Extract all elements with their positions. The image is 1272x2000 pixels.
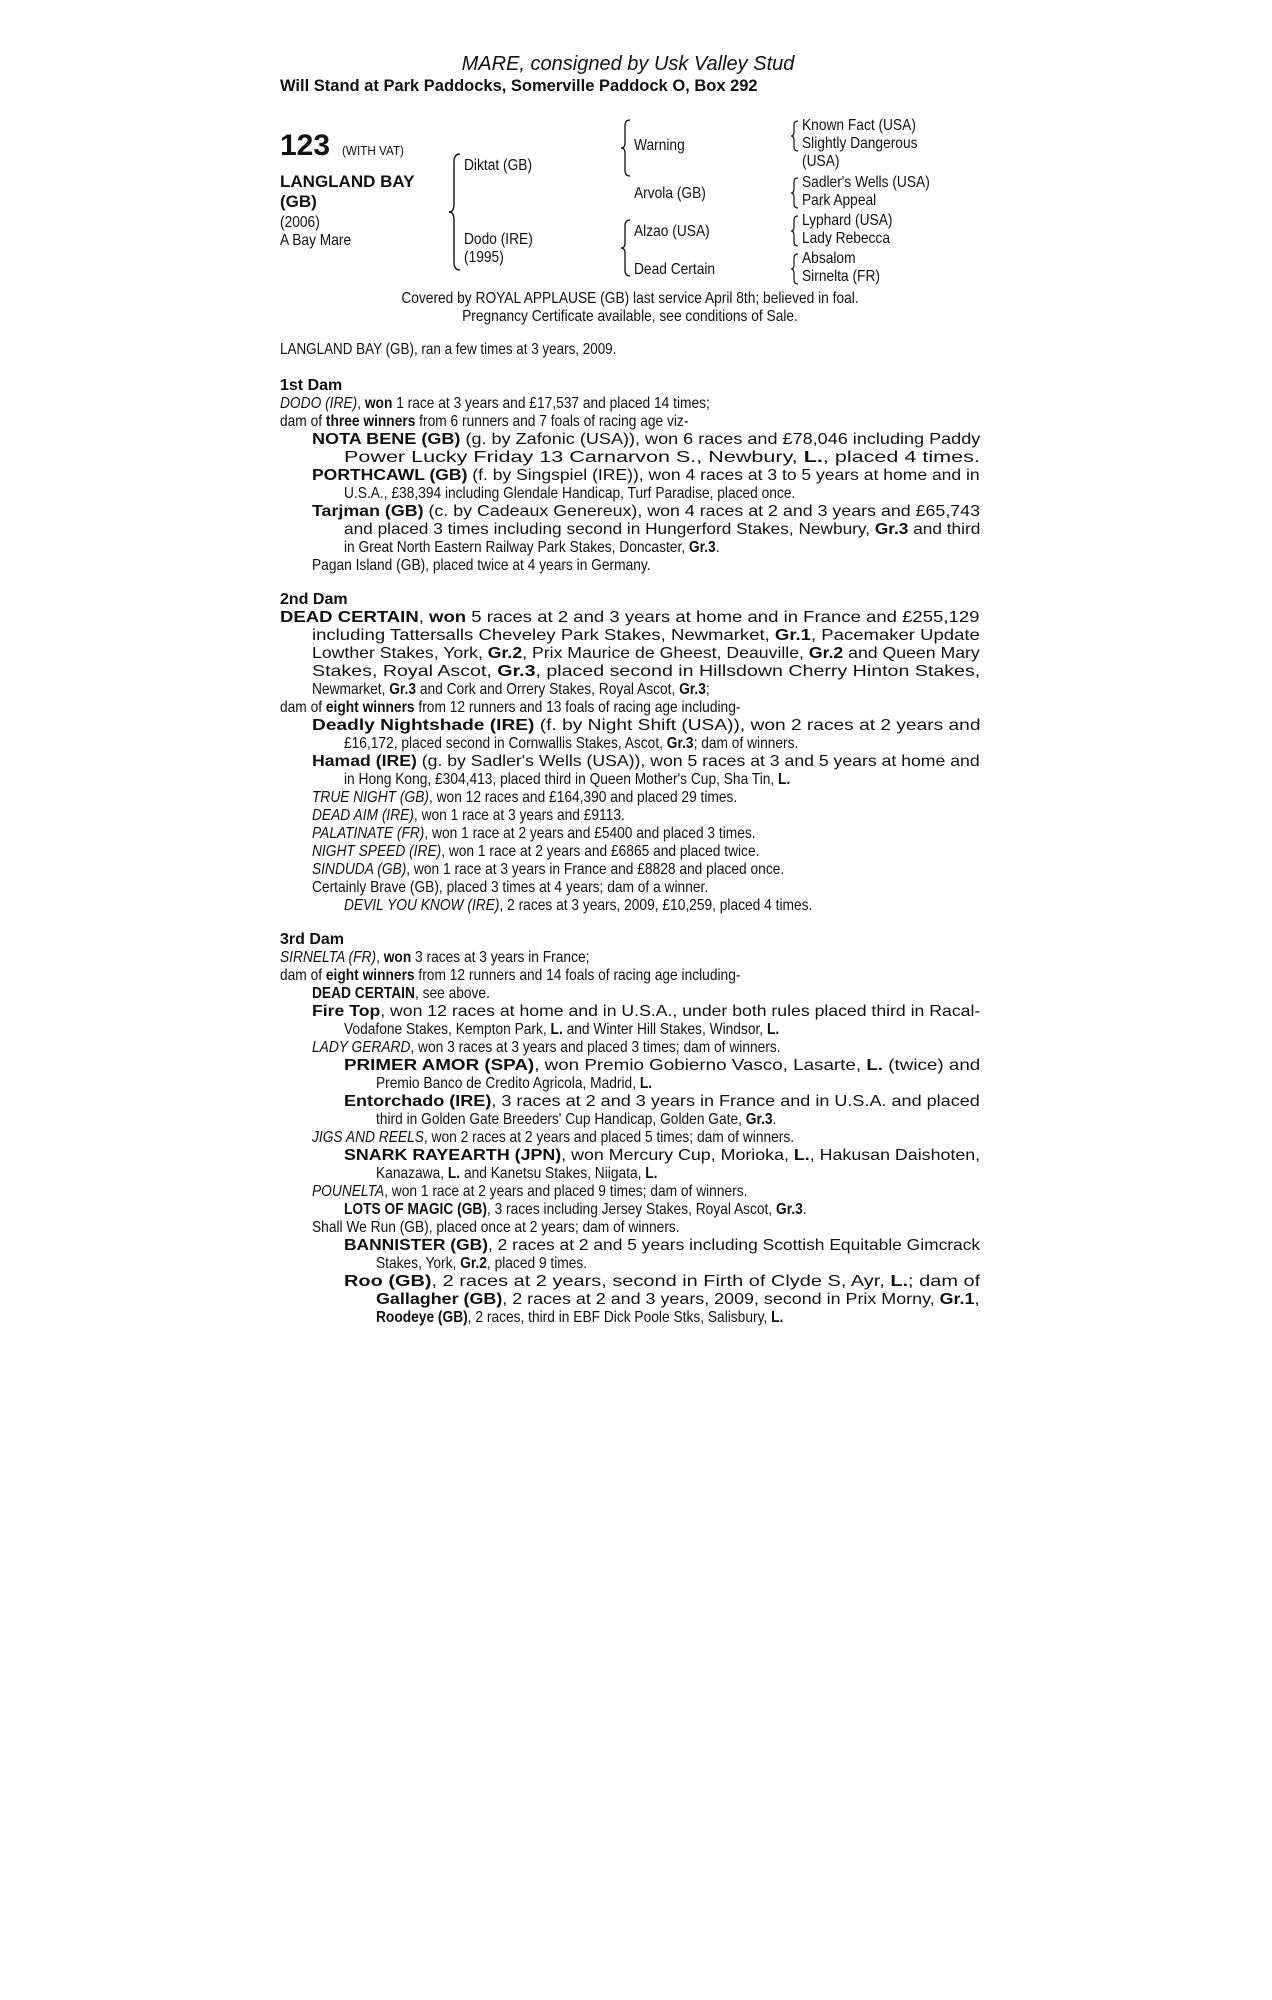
grand-progeny-line <box>280 897 980 915</box>
progeny-line <box>280 771 980 789</box>
line-text: Newmarket, Gr.3 and Cork and Orrery Stakes, Royal Ascot, Gr.3; <box>312 681 710 698</box>
line-text: and placed 3 times including second in Hungerford Stakes, Newbury, Gr.3 and third <box>344 521 981 538</box>
first-dam-title: 1st Dam <box>280 377 343 394</box>
line-text: NIGHT SPEED (IRE), won 1 race at 2 years and £6865 and placed twice. <box>312 843 760 860</box>
grand-progeny-line <box>280 1291 980 1309</box>
line-text: DEVIL YOU KNOW (IRE), 2 races at 3 years, 2009, £10,259, placed 4 times. <box>344 897 813 914</box>
dd-sire: Absalom <box>802 250 856 267</box>
dam-sire: Alzao (USA) <box>634 223 710 240</box>
dam-year: (1995) <box>464 249 504 266</box>
sd-dam: Park Appeal <box>802 192 877 209</box>
progeny-line <box>280 807 980 825</box>
second-dam-racing-line <box>280 627 980 645</box>
first-dam-racing-line <box>280 395 980 413</box>
progeny-line <box>280 1219 980 1237</box>
first-dam-section <box>280 377 980 575</box>
progeny-line <box>280 717 980 735</box>
line-text: £16,172, placed second in Cornwallis Stakes, Ascot, Gr.3; dam of winners. <box>344 735 799 752</box>
third-dam-section <box>280 931 980 1327</box>
second-dam-title: 2nd Dam <box>280 591 348 608</box>
third-dam-title: 3rd Dam <box>280 931 345 948</box>
sire-dam-brace <box>448 152 462 272</box>
line-text: DODO (IRE), won 1 race at 3 years and £17,537 and placed 14 times; <box>280 395 710 412</box>
dam-dam: Dead Certain <box>634 261 716 278</box>
arvola-parents-brace <box>790 176 800 210</box>
line-text: PORTHCAWL (GB) (f. by Singspiel (IRE)), won 4 races at 3 to 5 years at home and in <box>312 467 980 484</box>
progeny-line <box>280 503 980 521</box>
grand-progeny-line <box>280 1147 980 1165</box>
line-text: Hamad (IRE) (g. by Sadler's Wells (USA)), won 5 races at 3 and 5 years at home and <box>312 753 980 770</box>
sd-sire: Sadler's Wells (USA) <box>802 174 930 191</box>
line-text: SINDUDA (GB), won 1 race at 3 years in France and £8828 and placed once. <box>312 861 785 878</box>
progeny-line <box>280 449 980 467</box>
second-dam-racing-line <box>280 645 980 663</box>
location-subtitle: Will Stand at Park Paddocks, Somerville Paddock O, Box 292 <box>280 77 758 95</box>
progeny-line <box>280 1021 980 1039</box>
line-text: Tarjman (GB) (c. by Cadeaux Genereux), won 4 races at 2 and 3 years and £65,743 <box>312 503 980 520</box>
grand-progeny-line <box>280 1255 980 1273</box>
covering-note <box>280 290 980 326</box>
line-text: dam of eight winners from 12 runners and 13 foals of racing age including- <box>280 699 741 716</box>
line-text: in Hong Kong, £304,413, placed third in Queen Mother's Cup, Sha Tin, L. <box>344 771 791 788</box>
progeny-line <box>280 735 980 753</box>
progeny-line <box>280 861 980 879</box>
consignor-title: MARE, consigned by Usk Valley Stud <box>461 53 795 75</box>
alzao-parents-brace <box>790 214 800 248</box>
vat-note: (WITH VAT) <box>342 143 404 158</box>
second-dam-produce-line <box>280 699 980 717</box>
line-text: SNARK RAYEARTH (JPN), won Mercury Cup, Morioka, L., Hakusan Daishoten, <box>344 1147 981 1164</box>
line-text: Roo (GB), 2 races at 2 years, second in Firth of Clyde S, Ayr, L.; dam of <box>344 1273 981 1290</box>
progeny-line <box>280 557 980 575</box>
second-dam-racing-line <box>280 609 980 627</box>
line-text: Entorchado (IRE), 3 races at 2 and 3 years in France and in U.S.A. and placed <box>344 1093 980 1110</box>
line-text: LADY GERARD, won 3 races at 3 years and placed 3 times; dam of winners. <box>312 1039 781 1056</box>
progeny-line <box>280 789 980 807</box>
line-text: LOTS OF MAGIC (GB), 3 races including Jersey Stakes, Royal Ascot, Gr.3. <box>344 1201 807 1218</box>
progeny-line <box>280 1129 980 1147</box>
covered-line-2: Pregnancy Certificate available, see conditions of Sale. <box>462 308 798 325</box>
lot-header <box>280 52 976 96</box>
progeny-line <box>280 431 980 449</box>
horse-description: A Bay Mare <box>280 232 352 249</box>
ds-sire: Lyphard (USA) <box>802 212 893 229</box>
line-text: DEAD AIM (IRE), won 1 race at 3 years and £9113. <box>312 807 625 824</box>
line-text: Vodafone Stakes, Kempton Park, L. and Winter Hill Stakes, Windsor, L. <box>344 1021 780 1038</box>
line-text: Premio Banco de Credito Agricola, Madrid, L. <box>376 1075 653 1092</box>
sire-parents-brace <box>620 118 632 180</box>
progeny-line <box>280 1183 980 1201</box>
sire-name: Diktat (GB) <box>464 157 533 174</box>
progeny-line <box>280 521 980 539</box>
grand-progeny-line <box>280 1309 980 1327</box>
progeny-line <box>280 467 980 485</box>
line-text: Shall We Run (GB), placed once at 2 years; dam of winners. <box>312 1219 680 1236</box>
second-dam-racing-line <box>280 663 980 681</box>
progeny-line <box>280 485 980 503</box>
ss-dam-1: Slightly Dangerous <box>802 135 918 152</box>
line-text: SIRNELTA (FR), won 3 races at 3 years in France; <box>280 949 590 966</box>
line-text: dam of three winners from 6 runners and 7 foals of racing age viz- <box>280 413 689 430</box>
line-text: including Tattersalls Cheveley Park Stakes, Newmarket, Gr.1, Pacemaker Update <box>312 627 980 644</box>
line-text: BANNISTER (GB), 2 races at 2 and 5 years including Scottish Equitable Gimcrack <box>344 1237 981 1254</box>
progeny-line <box>280 825 980 843</box>
second-dam-racing-line <box>280 681 980 699</box>
dam-parents-brace <box>620 218 632 280</box>
line-text: Stakes, Royal Ascot, Gr.3, placed second in Hillsdown Cherry Hinton Stakes, <box>312 663 981 680</box>
ss-sire: Known Fact (USA) <box>802 117 916 134</box>
line-text: POUNELTA, won 1 race at 2 years and placed 9 times; dam of winners. <box>312 1183 748 1200</box>
line-text: JIGS AND REELS, won 2 races at 2 years and placed 5 times; dam of winners. <box>312 1129 795 1146</box>
grand-progeny-line <box>280 1237 980 1255</box>
intro-text: LANGLAND BAY (GB), ran a few times at 3 years, 2009. <box>280 341 617 358</box>
dd-dam: Sirnelta (FR) <box>802 268 880 285</box>
progeny-line <box>280 1003 980 1021</box>
line-text: PALATINATE (FR), won 1 race at 2 years and £5400 and placed 3 times. <box>312 825 756 842</box>
grand-progeny-line <box>280 1201 980 1219</box>
sire-dam: Arvola (GB) <box>634 185 706 202</box>
line-text: dam of eight winners from 12 runners and 14 foals of racing age including- <box>280 967 741 984</box>
progeny-line <box>280 539 980 557</box>
grand-progeny-line <box>280 1057 980 1075</box>
progeny-line <box>280 985 980 1003</box>
line-text: NOTA BENE (GB) (g. by Zafonic (USA)), won 6 races and £78,046 including Paddy <box>312 431 981 448</box>
line-text: in Great North Eastern Railway Park Stakes, Doncaster, Gr.3. <box>344 539 720 556</box>
line-text: Pagan Island (GB), placed twice at 4 years in Germany. <box>312 557 651 574</box>
dead-certain-parents-brace <box>790 252 800 286</box>
progeny-line <box>280 843 980 861</box>
line-text: Power Lucky Friday 13 Carnarvon S., Newbury, L., placed 4 times. <box>344 449 980 466</box>
ss-dam-2: (USA) <box>802 153 840 170</box>
line-text: U.S.A., £38,394 including Glendale Handicap, Turf Paradise, placed once. <box>344 485 796 502</box>
racing-record-intro <box>280 341 980 359</box>
ds-dam: Lady Rebecca <box>802 230 890 247</box>
warning-parents-brace <box>790 119 800 153</box>
grand-progeny-line <box>280 1111 980 1129</box>
progeny-line <box>280 1039 980 1057</box>
line-text: Stakes, York, Gr.2, placed 9 times. <box>376 1255 588 1272</box>
line-text: third in Golden Gate Breeders' Cup Handicap, Golden Gate, Gr.3. <box>376 1111 777 1128</box>
progeny-line <box>280 753 980 771</box>
line-text: Roodeye (GB), 2 races, third in EBF Dick Poole Stks, Salisbury, L. <box>376 1309 784 1326</box>
covered-line-1: Covered by ROYAL APPLAUSE (GB) last service April 8th; believed in foal. <box>401 290 859 307</box>
grand-progeny-line <box>280 1273 980 1291</box>
third-dam-produce-line <box>280 967 980 985</box>
line-text: Kanazawa, L. and Kanetsu Stakes, Niigata, L. <box>376 1165 658 1182</box>
line-text: PRIMER AMOR (SPA), won Premio Gobierno Vasco, Lasarte, L. (twice) and <box>344 1057 981 1074</box>
line-text: Certainly Brave (GB), placed 3 times at 4 years; dam of a winner. <box>312 879 709 896</box>
lot-number: 123 <box>280 129 331 162</box>
second-dam-section <box>280 591 980 915</box>
horse-name-line2: (GB) <box>280 192 317 211</box>
progeny-line <box>280 879 980 897</box>
grand-progeny-line <box>280 1165 980 1183</box>
dam-name: Dodo (IRE) <box>464 231 533 248</box>
sire-sire: Warning <box>634 137 685 154</box>
foaling-year: (2006) <box>280 214 320 231</box>
first-dam-produce-line <box>280 413 980 431</box>
line-text: TRUE NIGHT (GB), won 12 races and £164,390 and placed 29 times. <box>312 789 738 806</box>
pedigree-block <box>280 116 980 291</box>
line-text: DEAD CERTAIN, won 5 races at 2 and 3 years at home and in France and £255,129 <box>280 609 980 626</box>
line-text: Fire Top, won 12 races at home and in U.S.A., under both rules placed third in Racal- <box>312 1003 981 1020</box>
line-text: Gallagher (GB), 2 races at 2 and 3 years, 2009, second in Prix Morny, Gr.1, <box>376 1291 980 1308</box>
horse-name-line1: LANGLAND BAY <box>280 172 415 191</box>
grand-progeny-line <box>280 1075 980 1093</box>
line-text: Lowther Stakes, York, Gr.2, Prix Maurice de Gheest, Deauville, Gr.2 and Queen Mary <box>312 645 980 662</box>
third-dam-racing-line <box>280 949 980 967</box>
grand-progeny-line <box>280 1093 980 1111</box>
line-text: Deadly Nightshade (IRE) (f. by Night Shift (USA)), won 2 races at 2 years and <box>312 717 981 734</box>
line-text: DEAD CERTAIN, see above. <box>312 985 490 1002</box>
